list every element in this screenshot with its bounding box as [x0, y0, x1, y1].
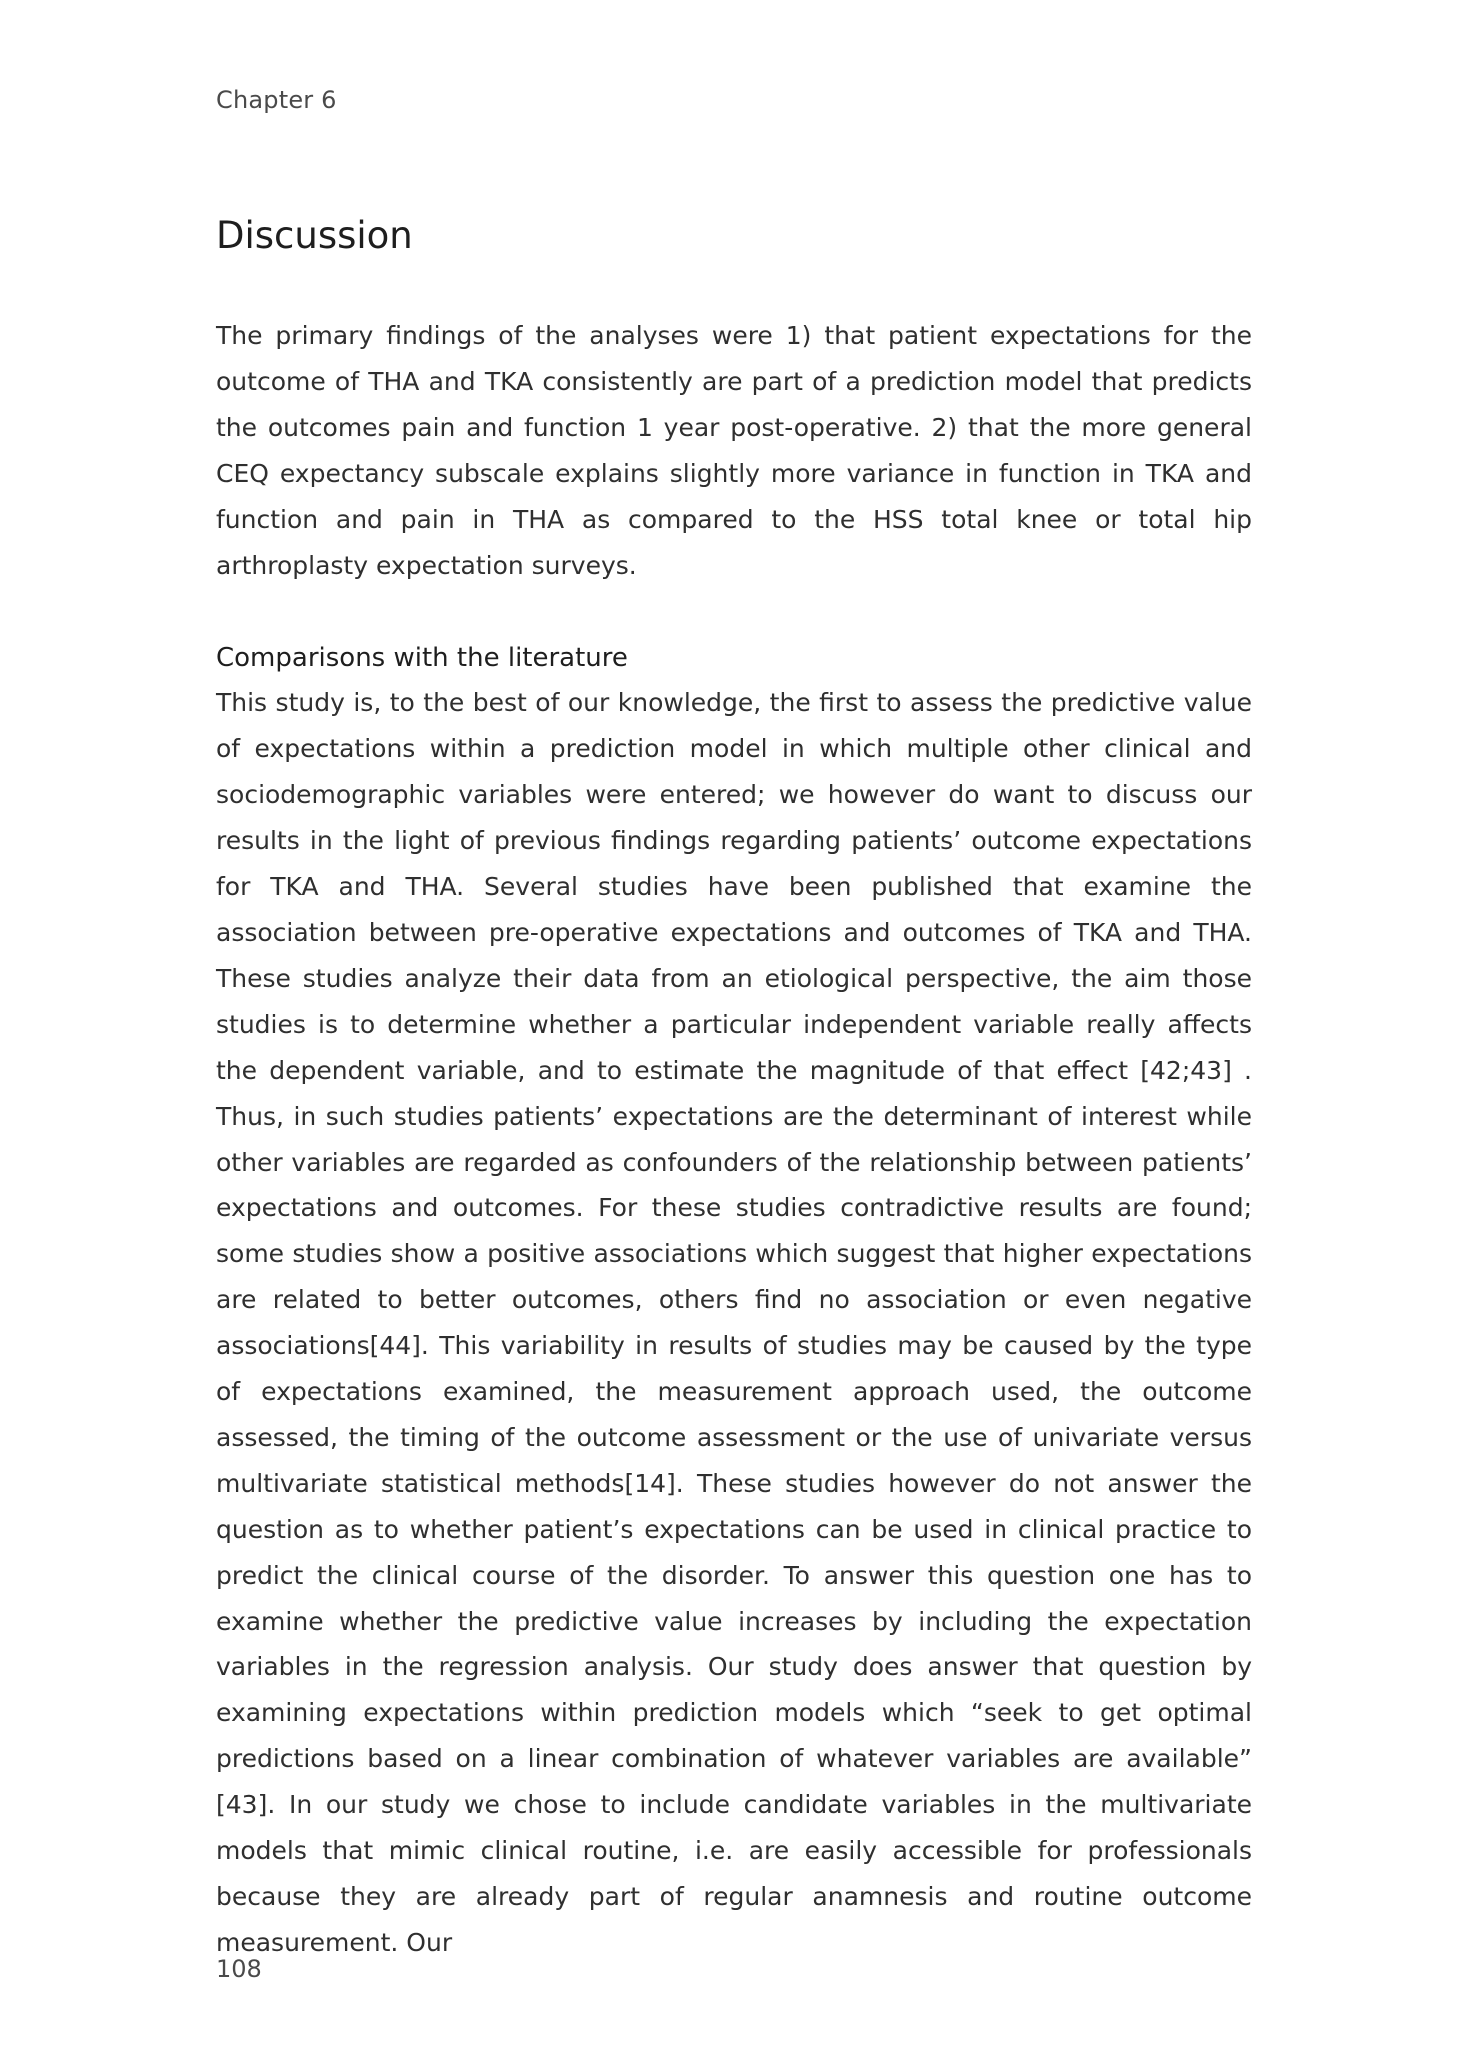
page-number: 108	[216, 1955, 262, 1983]
subsection-paragraph: This study is, to the best of our knowledge, the first to assess the predictive value of expectations within a prediction model in which multiple other clinical and sociodemographic variables were entered; we however do want to discuss our results in the light of previous findings regarding patients’ outcome expectations for TKA and THA. Several studies have been published that examine the association between pre-operative expectations and outcomes of TKA and THA. These studies analyze their data from an etiological perspective, the aim those studies is to determine whether a particular independent variable really affects the dependent variable, and to estimate the magnitude of that effect [42;43] . Thus, in such studies patients’ expectations are the determinant of interest while other variables are regarded as confounders of the relationship between patients’ expectations and outcomes. For these studies contradictive results are found; some studies show a positive associations which suggest that higher expectations are related to better outcomes, others find no association or even negative associations[44]. This variability in results of studies may be caused by the type of expectations examined, the measurement approach used, the outcome assessed, the timing of the outcome assessment or the use of univariate versus multivariate statistical methods[14]. These studies however do not answer the question as to whether patient’s expectations can be used in clinical practice to predict the clinical course of the disorder. To answer this question one has to examine whether the predictive value increases by including the expectation variables in the regression analysis. Our study does answer that question by examining expectations within prediction models which “seek to get optimal predictions based on a linear combination of whatever variables are available” [43]. In our study we chose to include candidate variables in the multivariate models that mimic clinical routine, i.e. are easily accessible for professionals because they are already part of regular anamnesis and routine outcome measurement. Our	[216, 688, 1252, 1957]
main-content	[216, 206, 1252, 1966]
running-head: Chapter 6	[216, 86, 337, 114]
intro-paragraph: The primary findings of the analyses were 1) that patient expectations for the outcome of THA and TKA consistently are part of a prediction model that predicts the outcomes pain and function 1 year post-operative. 2) that the more general CEQ expectancy subscale explains slightly more variance in function in TKA and function and pain in THA as compared to the HSS total knee or total hip arthroplasty expectation surveys.	[216, 321, 1252, 580]
section-title: Discussion	[216, 214, 413, 257]
subsection-title: Comparisons with the literature	[216, 643, 628, 674]
